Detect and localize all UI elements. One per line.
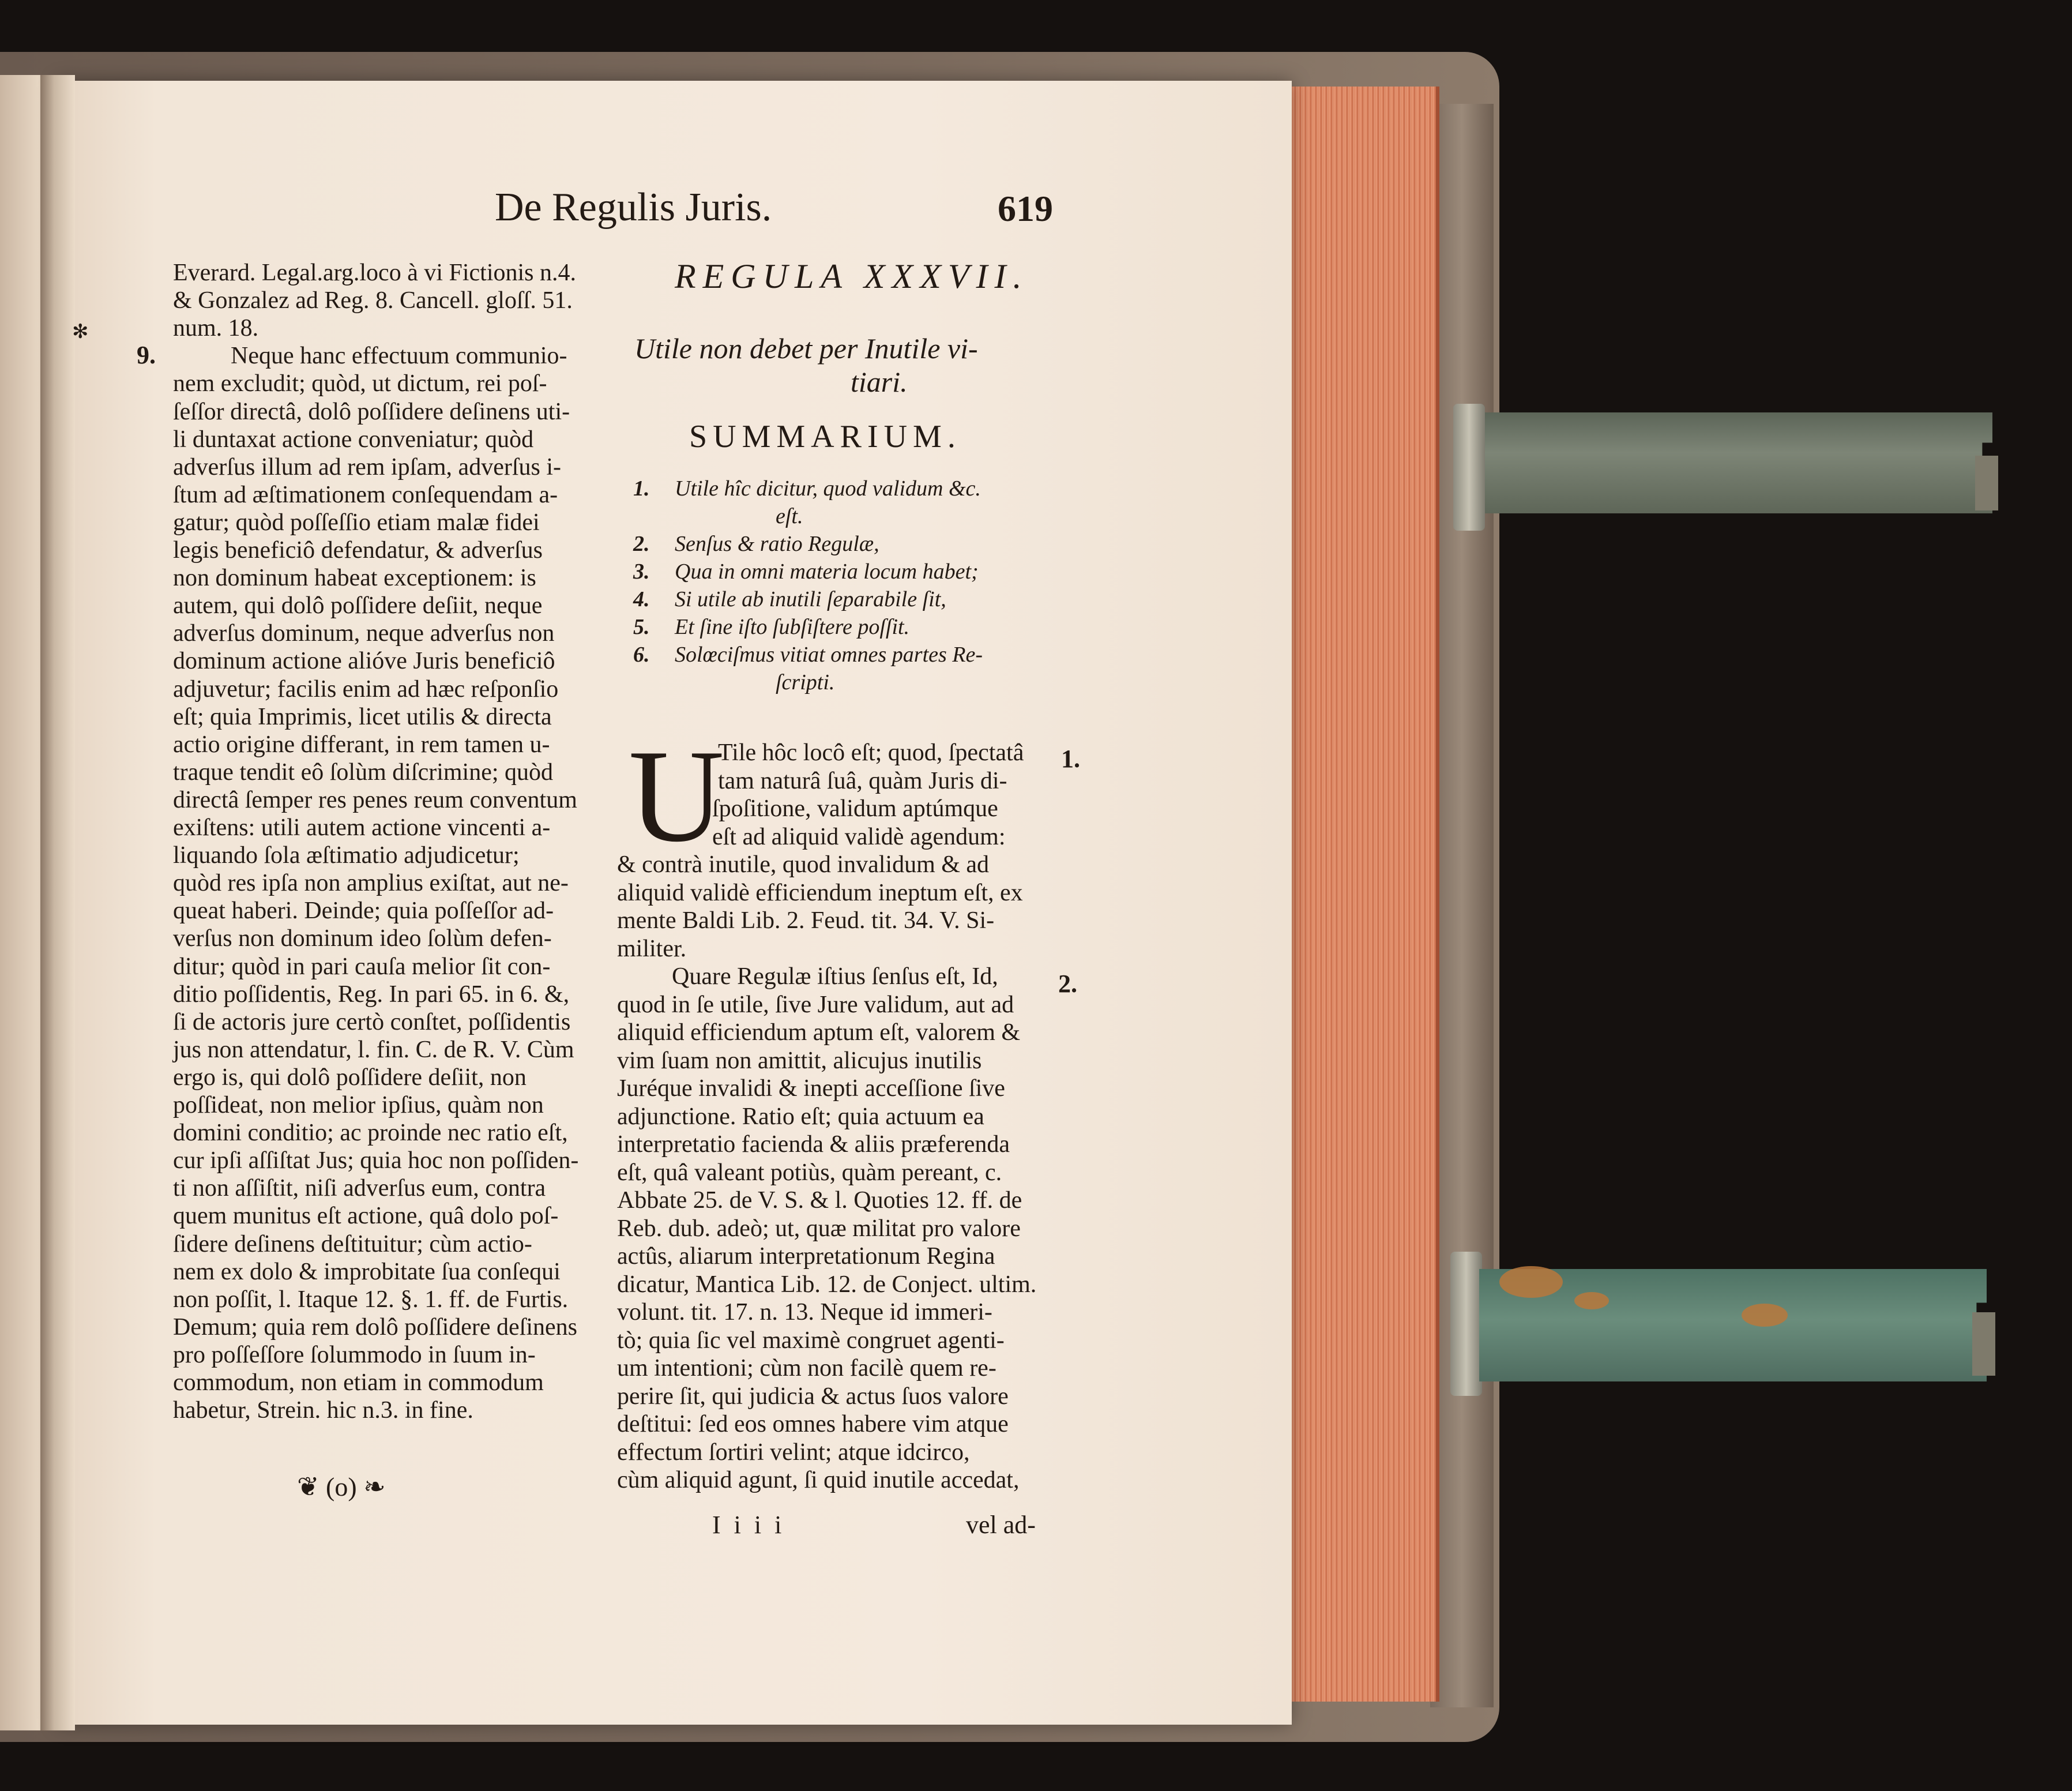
summary-item: eſt.	[776, 504, 803, 528]
text-line: actio origine differant, in rem tamen u-	[173, 731, 550, 758]
text-line: Everard. Legal.arg.loco à vi Fictionis n.4.	[173, 260, 577, 286]
text-line: legis beneficiô defendatur, & adverſus	[173, 537, 543, 564]
text-line: ergo is, qui dolô poſſidere deſiit, non	[173, 1064, 527, 1091]
text-line: dicatur, Mantica Lib. 12. de Conject. ultim.	[617, 1271, 1037, 1298]
rule-text-line-2: tiari.	[851, 366, 908, 398]
text-line: directâ ſemper res penes reum conventum	[173, 786, 577, 813]
text-line: & contrà inutile, quod invalidum & ad	[617, 851, 990, 878]
rule-title: REGULA XXXVII.	[675, 257, 1029, 295]
text-line: pro poſſeſſore ſolummodo in ſuum in-	[173, 1341, 536, 1368]
drop-cap: U	[629, 722, 725, 869]
text-line: interpretatio facienda & aliis præferenda	[617, 1131, 1010, 1158]
text-line: li duntaxat actione conveniatur; quòd	[173, 426, 534, 453]
text-line: exiſtens: utili autem actione vincenti a-	[173, 814, 551, 841]
text-line: eſt; quia Imprimis, licet utilis & directa	[173, 703, 552, 730]
text-line: Demum; quia rem dolô poſſidere deſinens	[173, 1313, 577, 1341]
margin-number-2: 2.	[1058, 970, 1077, 998]
text-line: cur ipſi aſſiſtat Jus; quia hoc non poſſiden-	[173, 1147, 579, 1174]
text-line: adverſus illum ad rem ipſam, adverſus i-	[173, 453, 561, 480]
running-title: De Regulis Juris.	[495, 185, 772, 230]
text-line: quod in ſe utile, ſive Jure validum, aut ad	[617, 991, 1014, 1018]
text-line: commodum, non etiam in commodum	[173, 1369, 544, 1396]
text-line: ſtum ad æſtimationem conſequendam a-	[173, 481, 558, 508]
text-line: jus non attendatur, l. fin. C. de R. V. Cùm	[173, 1036, 574, 1063]
text-line: gatur; quòd poſſeſſio etiam malæ fidei	[173, 509, 540, 536]
summary-item: Qua in omni materia locum habet;	[675, 560, 979, 584]
text-line: dominum actione alióve Juris beneficiô	[173, 648, 555, 675]
text-line: Neque hanc effectuum communio-	[231, 343, 567, 370]
text-line: ſeſſor directâ, dolô poſſidere deſinens uti-	[173, 398, 570, 425]
text-line: ditio poſſidentis, Reg. In pari 65. in 6. &,	[173, 981, 570, 1008]
summary-heading: SUMMARIUM.	[689, 419, 961, 455]
text-line: aliquid validè efficiendum ineptum eſt, ex	[617, 879, 1023, 906]
text-line: liquando ſola æſtimatio adjudicetur;	[173, 842, 520, 869]
text-line: tò; quia ſic vel maximè congruet agenti-	[617, 1327, 1005, 1354]
text-line: ſi de actoris jure certò conſtet, poſſidentis	[173, 1008, 571, 1035]
text-line: tam naturâ ſuâ, quàm Juris di-	[718, 767, 1007, 794]
text-line: poſſideat, non melior ipſius, quàm non	[173, 1092, 544, 1118]
text-line: non poſſit, l. Itaque 12. §. 1. ff. de Furtis.	[173, 1286, 569, 1313]
gutter	[40, 75, 75, 1730]
text-line: verſus non dominum ideo ſolùm defen-	[173, 925, 552, 952]
catchword: vel ad-	[966, 1511, 1036, 1539]
rule-text-line-1: Utile non debet per Inutile vi-	[634, 332, 978, 365]
rust-spot	[1742, 1304, 1788, 1327]
text-line: ſpoſitione, validum aptúmque	[712, 795, 998, 822]
text-line: Juréque invalidi & inepti acceſſione ſive	[617, 1075, 1005, 1102]
text-line: domini conditio; ac proinde nec ratio eſt,	[173, 1120, 568, 1147]
text-line: actûs, aliarum interpretationum Regina	[617, 1243, 995, 1270]
summary-item: ſcripti.	[776, 670, 835, 694]
text-line: vim ſuam non amittit, alicujus inutilis	[617, 1047, 982, 1074]
asterisk-mark: ✻	[72, 321, 89, 343]
text-line: non dominum habeat exceptionem: is	[173, 565, 536, 592]
upper-clasp-strap	[1485, 412, 1992, 513]
margin-number-1: 1.	[1061, 745, 1080, 773]
page-block-edges	[1292, 87, 1439, 1702]
text-line: autem, qui dolô poſſidere deſiit, neque	[173, 592, 543, 619]
summary-number: 5.	[633, 615, 650, 639]
summary-number: 4.	[633, 587, 650, 611]
text-line: adverſus dominum, neque adverſus non	[173, 620, 555, 647]
text-line: volunt. tit. 17. n. 13. Neque id immeri-	[617, 1299, 992, 1326]
text-line: nem excludit; quòd, ut dictum, rei poſ-	[173, 370, 547, 397]
summary-item: Et ſine iſto ſubſiſtere poſſit.	[675, 615, 910, 639]
text-line: um intentioni; cùm non facilè quem re-	[617, 1355, 996, 1381]
text-line: traque tendit eô ſolùm diſcrimine; quòd	[173, 759, 554, 786]
summary-item: Solœciſmus vitiat omnes partes Re-	[675, 643, 983, 667]
lower-clasp-tab	[1972, 1312, 1995, 1376]
text-line: eſt, quâ valeant potiùs, quàm pereant, c.	[617, 1159, 1002, 1186]
summary-number: 6.	[633, 643, 650, 667]
text-line: perire ſit, qui judicia & actus ſuos valore	[617, 1383, 1009, 1410]
text-line: quem munitus eſt actione, quâ dolo poſ-	[173, 1203, 559, 1230]
rust-spot	[1574, 1292, 1609, 1309]
text-line: effectum ſortiri velint; atque idcirco,	[617, 1439, 970, 1466]
summary-item: Utile hîc dicitur, quod validum &c.	[675, 476, 981, 501]
text-line: quòd res ipſa non amplius exiſtat, aut ne-	[173, 870, 569, 897]
text-line: eſt ad aliquid validè agendum:	[712, 823, 1006, 850]
tailpiece-ornament: ❦ (o) ❧	[297, 1472, 386, 1501]
text-line: mente Baldi Lib. 2. Feud. tit. 34. V. Si-	[617, 907, 995, 934]
upper-clasp-tab	[1975, 456, 1998, 510]
text-line: ditur; quòd in pari cauſa melior ſit con-	[173, 953, 551, 980]
summary-item: Si utile ab inutili ſeparabile ſit,	[675, 587, 946, 611]
summary-number: 1.	[633, 476, 650, 501]
text-line: Reb. dub. adeò; ut, quæ militat pro valore	[617, 1215, 1021, 1242]
text-line: Tile hôc locô eſt; quod, ſpectatâ	[718, 739, 1024, 766]
summary-number: 2.	[633, 532, 650, 556]
upper-clasp-hinge	[1453, 404, 1485, 531]
text-line: cùm aliquid agunt, ſi quid inutile accedat,	[617, 1467, 1020, 1493]
text-line: Quare Regulæ iſtius ſenſus eſt, Id,	[672, 963, 998, 990]
text-line: deſtitui: ſed eos omnes habere vim atque	[617, 1411, 1009, 1437]
text-line: adjuvetur; facilis enim ad hæc reſponſio	[173, 675, 559, 703]
margin-number-9: 9.	[137, 341, 156, 369]
summary-number: 3.	[633, 560, 650, 584]
text-line: Abbate 25. de V. S. & l. Quoties 12. ff. de	[617, 1187, 1022, 1214]
text-line: & Gonzalez ad Reg. 8. Cancell. gloſſ. 51.	[173, 287, 573, 314]
text-line: nem ex dolo & improbitate ſua conſequi	[173, 1258, 561, 1285]
summary-item: Senſus & ratio Regulæ,	[675, 532, 879, 556]
text-line: queat haberi. Deinde; quia poſſeſſor ad-	[173, 898, 554, 925]
signature-mark: I i i i	[712, 1511, 785, 1539]
fore-edge-board	[1430, 104, 1494, 1707]
text-line: aliquid efficiendum aptum eſt, valorem &	[617, 1019, 1021, 1046]
text-line: ti non aſſiſtit, niſi adverſus eum, contra	[173, 1175, 546, 1202]
page-number: 619	[998, 188, 1053, 229]
text-line: ſidere deſinens deſtituitur; cùm actio-	[173, 1230, 532, 1257]
text-line: habetur, Strein. hic n.3. in fine.	[173, 1397, 473, 1424]
text-line: adjunctione. Ratio eſt; quia actuum ea	[617, 1103, 984, 1130]
lower-clasp-hinge	[1450, 1252, 1482, 1396]
text-line: num. 18.	[173, 315, 259, 342]
rust-spot	[1499, 1266, 1563, 1298]
text-line: militer.	[617, 935, 687, 962]
